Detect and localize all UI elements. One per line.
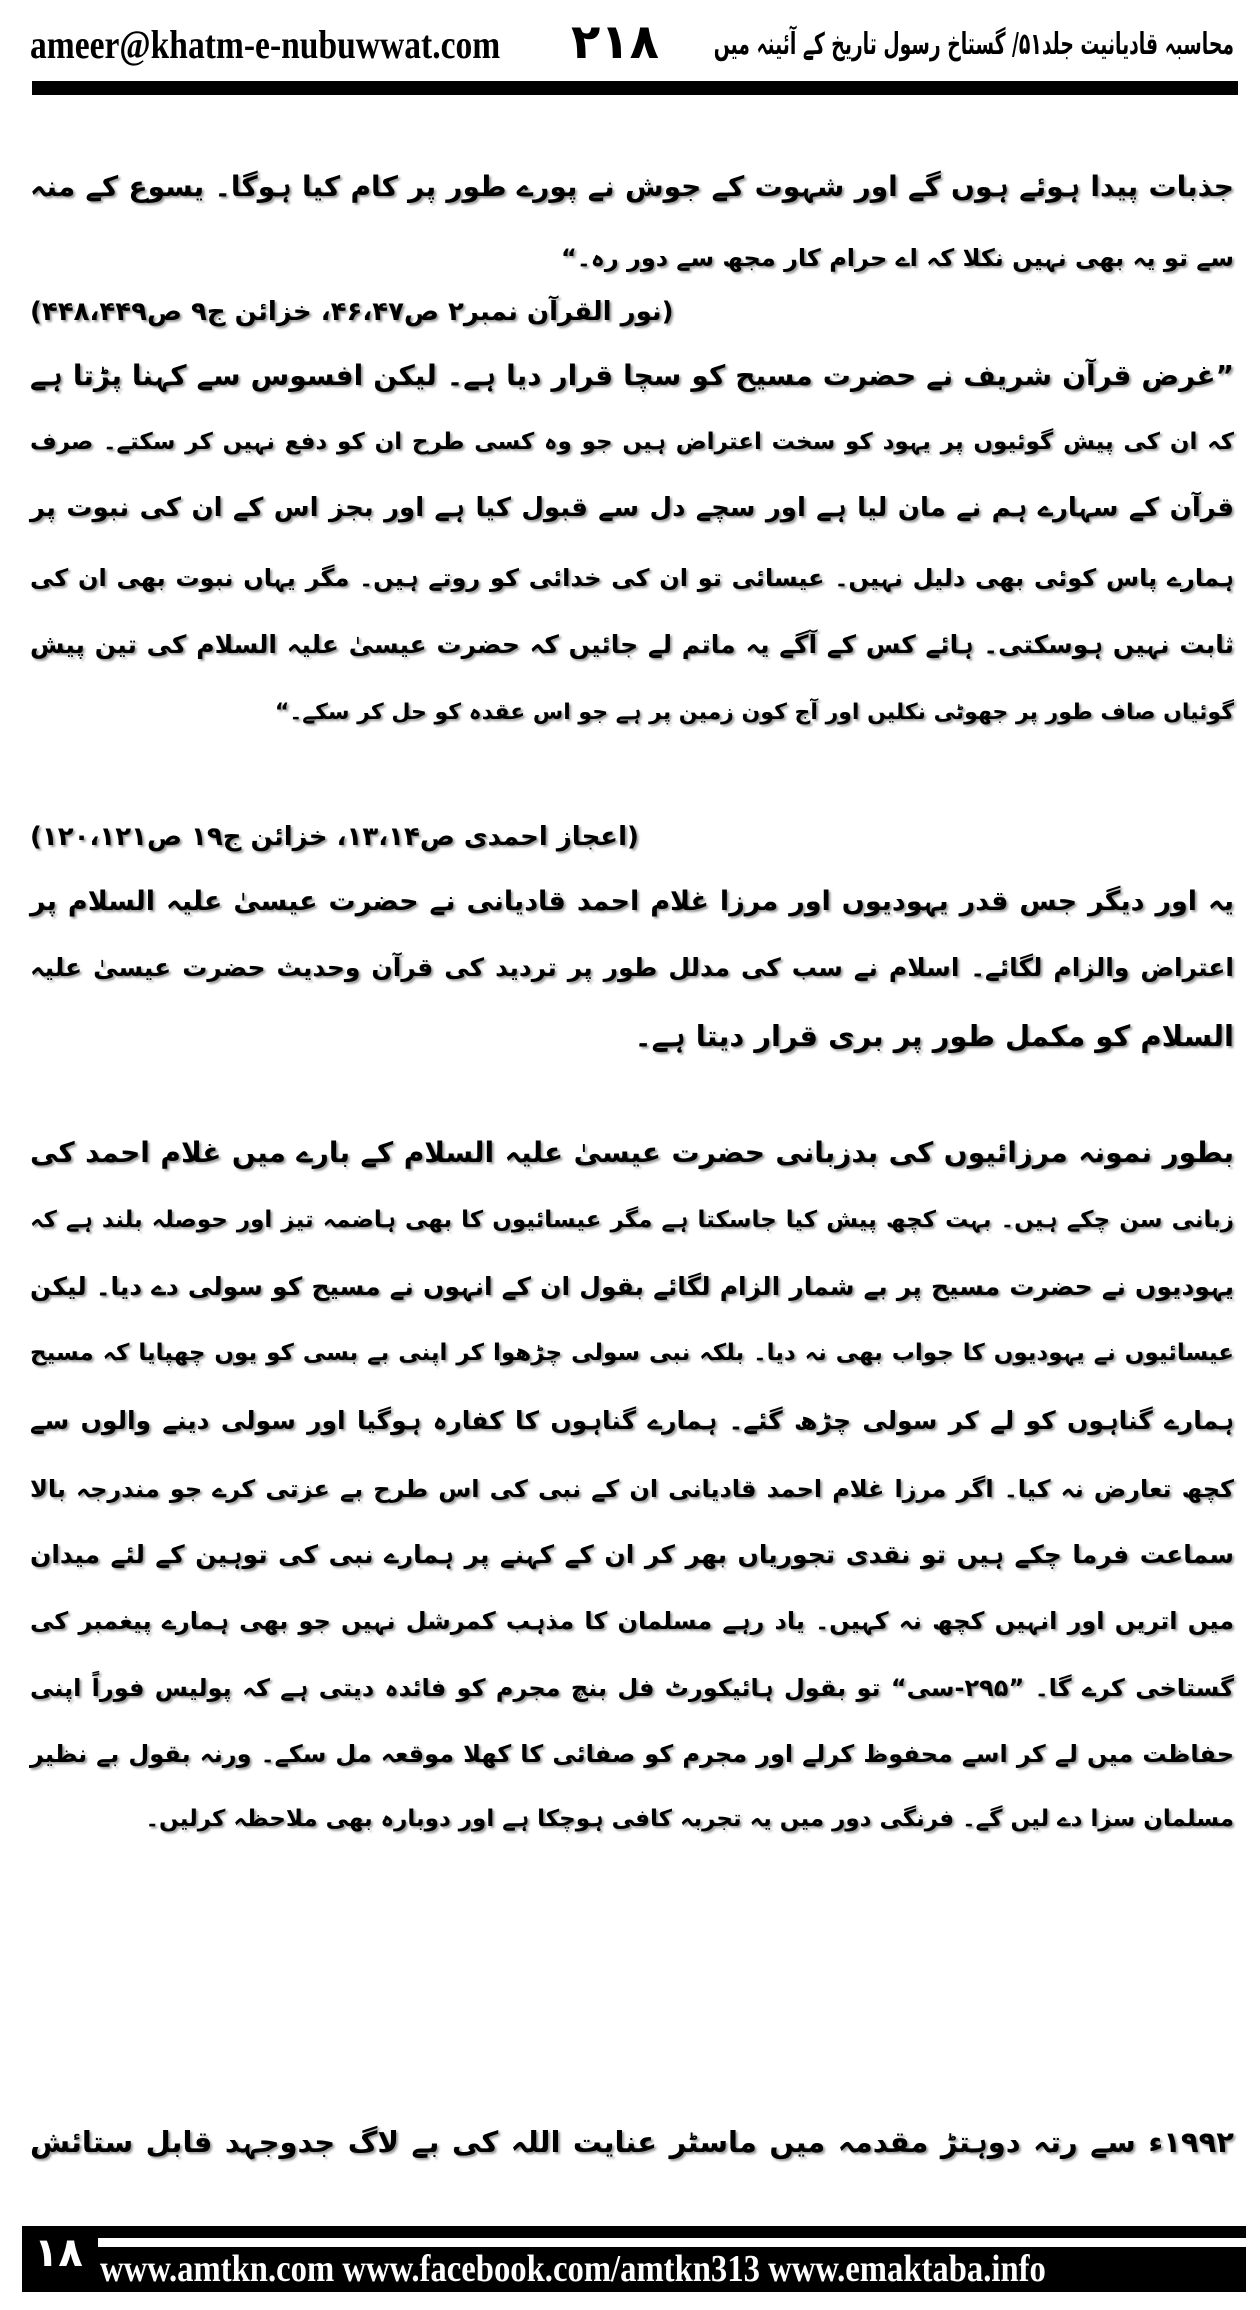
text-line: حفاظت میں لے کر اسے محفوظ کرلے اور مجرم کو صفائی کا کھلا موقعہ مل سکے۔ ورنہ بقول بے نظیر <box>30 1740 1234 1768</box>
text-line: سماعت فرما چکے ہیں تو نقدی تجوریاں بھر کر ان کے کہنے پر ہمارے نبی کی توہین کے لئے میدان <box>30 1540 1234 1569</box>
text-line: عیسائیوں نے یہودیوں کا جواب بھی نہ دیا۔ بلکہ نبی سولی چڑھوا کر اپنی بے بسی کو یوں چھپایا کہ مسیح <box>30 1340 1234 1366</box>
text-line: میں اتریں اور انہیں کچھ نہ کہیں۔ یاد رہے مسلمان کا مذہب کمرشل نہیں جو بھی ہمارے پیغمبر کی <box>30 1607 1234 1635</box>
text-line: ”غرض قرآن شریف نے حضرت مسیح کو سچا قرار دیا ہے۔ لیکن افسوس سے کہنا پڑتا ہے <box>30 359 1234 392</box>
text-line: یہ اور دیگر جس قدر یہودیوں اور مرزا غلام احمد قادیانی نے حضرت عیسیٰ علیہ السلام پر <box>30 886 1234 917</box>
text-line: کہ ان کی پیش گوئیوں پر یہود کو سخت اعتراض ہیں جو وہ کسی طرح ان کو دفع نہیں کر سکتے۔ صرف <box>30 429 1234 455</box>
header-book-title: محاسبہ قادیانیت جلد۵۱/ گستاخ رسول تاریخ کے آئینہ میں <box>713 27 1234 62</box>
text-line: کچھ تعارض نہ کیا۔ اگر مرزا غلام احمد قادیانی ان کے نبی کی اس طرح بے عزتی کرے جو مندرجہ بالا <box>30 1475 1234 1503</box>
footer-stripe <box>98 2238 1246 2247</box>
page-footer <box>22 2226 1246 2292</box>
header-page-number: ۲۱۸ <box>571 14 659 70</box>
footer-page-number: ۱۸ <box>34 2230 83 2276</box>
text-line: ثابت نہیں ہوسکتی۔ ہائے کس کے آگے یہ ماتم لے جائیں کہ حضرت عیسیٰ علیہ السلام کی تین پیش <box>30 630 1234 659</box>
text-line: مسلمان سزا دے لیں گے۔ فرنگی دور میں یہ تجربہ کافی ہوچکا ہے اور دوبارہ بھی ملاحظہ کرلیں۔ <box>145 1806 1234 1832</box>
text-line: جذبات پیدا ہوئے ہوں گے اور شہوت کے جوش نے پورے طور پر کام کیا ہوگا۔ یسوع کے منہ <box>30 170 1234 203</box>
text-line: ۱۹۹۲ء سے رتہ دوہتڑ مقدمہ میں ماسٹر عنایت اللہ کی بے لاگ جدوجہد قابل ستائش <box>30 2125 1234 2159</box>
citation: (نور القرآن نمبر۲ ص۴۶،۴۷، خزائن ج۹ ص۴۴۸،۴۴۹) <box>30 297 674 327</box>
text-line: سے تو یہ بھی نہیں نکلا کہ اے حرام کار مجھ سے دور رہ۔“ <box>560 244 1234 272</box>
text-line: اعتراض والزام لگائے۔ اسلام نے سب کی مدلل طور پر تردید کی قرآن وحدیث حضرت عیسیٰ علیہ <box>30 953 1234 982</box>
text-line: گوئیاں صاف طور پر جھوٹی نکلیں اور آج کون زمین پر ہے جو اس عقدہ کو حل کر سکے۔“ <box>274 700 1234 725</box>
text-line: قرآن کے سہارے ہم نے مان لیا ہے اور سچے دل سے قبول کیا ہے اور بجز اس کے ان کی نبوت پر <box>30 493 1234 523</box>
text-line: یہودیوں نے حضرت مسیح پر بے شمار الزام لگائے بقول ان کے انہوں نے مسیح کو سولی دے دیا۔ لیکن <box>30 1272 1234 1301</box>
citation: (اعجاز احمدی ص۱۳،۱۴، خزائن ج۱۹ ص۱۲۰،۱۲۱) <box>30 822 639 852</box>
text-line: ہمارے پاس کوئی بھی دلیل نہیں۔ عیسائی تو ان کی خدائی کو روتے ہیں۔ مگر یہاں نبوت بھی ان کی <box>30 564 1234 592</box>
text-line: زبانی سن چکے ہیں۔ بہت کچھ پیش کیا جاسکتا ہے مگر عیسائیوں کا بھی ہاضمہ تیز اور حوصلہ بلند ہے کہ <box>30 1207 1234 1233</box>
text-line: ہمارے گناہوں کو لے کر سولی چڑھ گئے۔ ہمارے گناہوں کا کفارہ ہوگیا اور سولی دینے والوں سے <box>30 1406 1234 1435</box>
footer-urls: www.amtkn.com www.facebook.com/amtkn313 www.emaktaba.info <box>100 2248 1046 2290</box>
text-line: بطور نمونہ مرزائیوں کی بدزبانی حضرت عیسیٰ علیہ السلام کے بارے میں غلام احمد کی <box>30 1136 1234 1169</box>
header-divider <box>32 81 1238 95</box>
text-line: السلام کو مکمل طور پر بری قرار دیتا ہے۔ <box>634 1019 1234 1053</box>
header-email: ameer@khatm-e-nubuwwat.com <box>30 22 501 67</box>
text-line: گستاخی کرے گا۔ ”۲۹۵-سی“ تو بقول ہائیکورٹ فل بنچ مجرم کو فائدہ دیتی ہے کہ پولیس فوراً اپنی <box>30 1674 1234 1702</box>
